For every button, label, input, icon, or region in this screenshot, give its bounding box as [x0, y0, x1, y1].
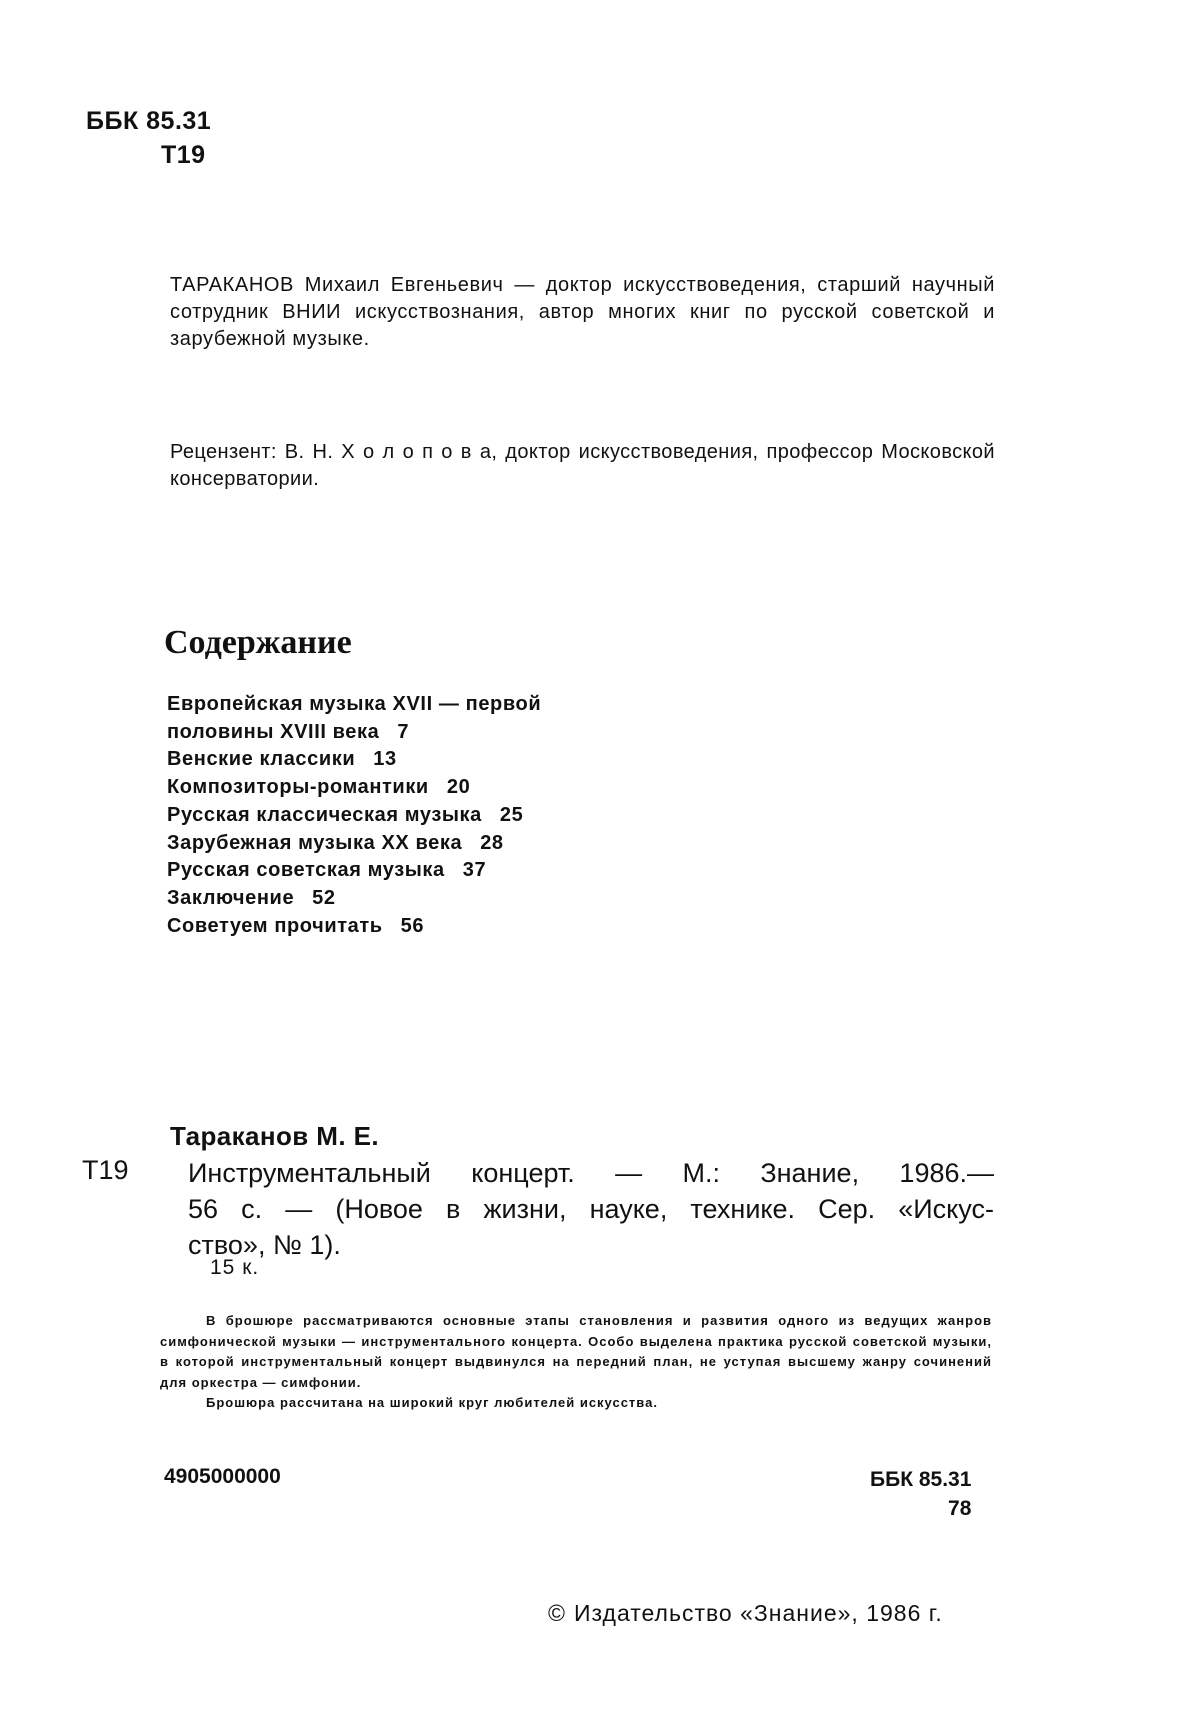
toc-item-title: Зарубежная музыка XX века: [167, 831, 463, 854]
annotation-paragraph: Брошюра рассчитана на широкий круг любителей искусства.: [206, 1395, 658, 1410]
toc-item-title: Композиторы-романтики: [167, 776, 429, 799]
toc-item-page: 7: [397, 720, 410, 743]
catalog-card-line: ство», № 1).: [188, 1230, 341, 1260]
bbk-header: [86, 104, 211, 172]
toc-item: [167, 746, 541, 774]
catalog-card-line: Инструментальный концерт. — М.: Знание, 1986.—: [188, 1158, 994, 1188]
toc-item: [167, 719, 541, 747]
catalog-card-author: Тараканов М. Е.: [170, 1121, 379, 1151]
publication-code: 4905000000: [164, 1465, 281, 1488]
toc-item-page: 28: [480, 831, 504, 854]
catalog-card-description: [188, 1155, 994, 1263]
toc-item: [167, 913, 541, 941]
toc-item-title: Заключение: [167, 886, 295, 909]
catalog-card-price: 15 к.: [210, 1256, 260, 1279]
annotation-paragraph: В брошюре рассматриваются основные этапы становления и развития одного из ведущих жанров симфонической музыки — инструментального концерта. Особо выделена практика русской советской музыки, в которой инструментальный концерт выдвинулся на передний план, не уступая высшему жанру сочинений для оркестра — симфонии.: [160, 1313, 992, 1390]
toc-item: [167, 830, 541, 858]
toc-item: [167, 885, 541, 913]
reviewer-note: Рецензент: В. Н. Х о л о п о в а, доктор искусствоведения, профессор Московской консерватории.: [170, 441, 995, 490]
toc-item: [167, 774, 541, 802]
toc-item-page: 25: [499, 803, 524, 826]
annotation: [160, 1311, 992, 1414]
toc-item: [167, 857, 541, 885]
copyright-icon: ©: [548, 1600, 566, 1626]
bbk-code: ББК 85.31: [86, 107, 212, 135]
catalog-card-index: Т19: [82, 1155, 129, 1185]
catalog-card-line: 56 с. — (Новое в жизни, науке, технике. Сер. «Искус-: [188, 1194, 994, 1224]
bbk-footer: [870, 1465, 971, 1523]
toc-item-page: 13: [373, 748, 397, 771]
toc-item-title: Русская классическая музыка: [167, 803, 482, 826]
toc-item-title: Европейская музыка XVII — первой: [167, 693, 542, 715]
copyright-text: Издательство «Знание», 1986 г.: [573, 1600, 943, 1626]
author-bio: ТАРАКАНОВ Михаил Евгеньевич — доктор искусствоведения, старший научный сотрудник ВНИИ искусствознания, автор многих книг по русской советской и зарубежной музыке.: [170, 274, 995, 350]
bbk-index: 78: [948, 1497, 972, 1520]
toc-item-title: половины XVIII века: [167, 720, 380, 743]
bbk-index: Т19: [161, 141, 206, 169]
toc-item-page: 20: [446, 776, 471, 799]
toc-item-page: 37: [462, 859, 487, 882]
toc-title: Содержание: [164, 624, 352, 661]
toc-item: [167, 691, 541, 719]
toc-item-title: Венские классики: [167, 748, 356, 771]
toc-item-title: Советуем прочитать: [167, 914, 383, 937]
toc-item: [167, 802, 541, 830]
table-of-contents: [167, 691, 541, 940]
toc-item-title: Русская советская музыка: [167, 859, 445, 882]
copyright-line: [548, 1600, 943, 1627]
bbk-code: ББК 85.31: [870, 1468, 972, 1491]
toc-item-page: 52: [312, 886, 336, 909]
toc-item-page: 56: [400, 914, 425, 937]
